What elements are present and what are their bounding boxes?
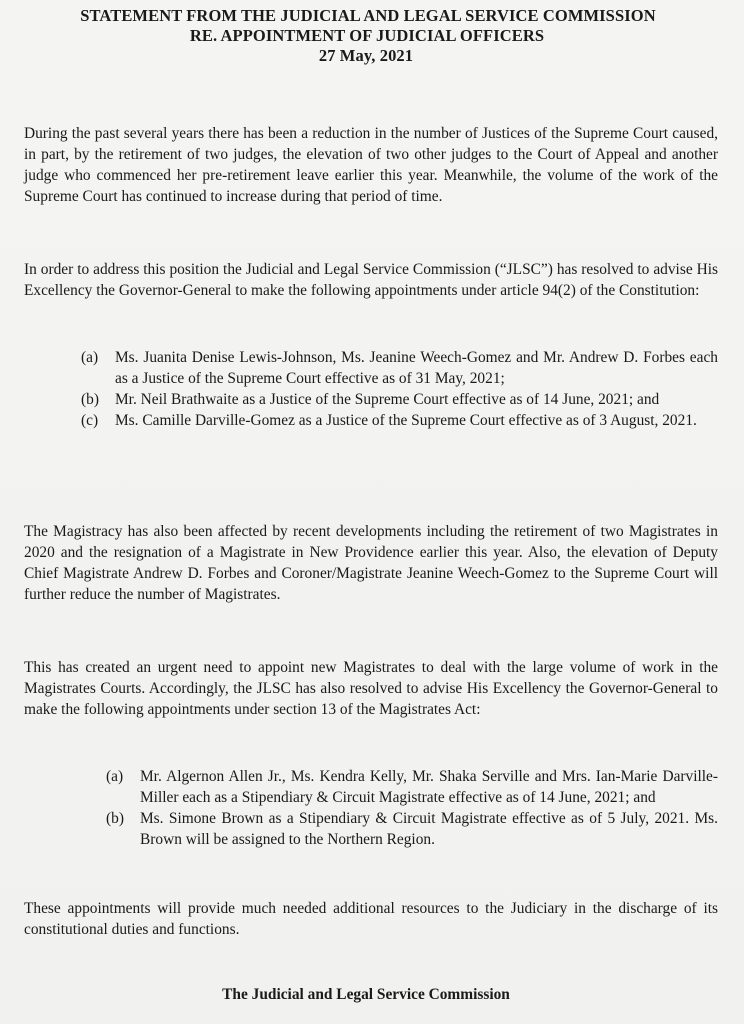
- justice-appointment-item: [81, 347, 718, 389]
- list-marker: (b): [81, 391, 99, 408]
- paragraph-jlsc-resolution: In order to address this position the Judicial and Legal Service Commission (“JLSC”) has resolved to advise His Excellency the Governor-General to make the following appointments under article 94(2) of the Constitution:: [24, 261, 718, 299]
- paragraph-magistracy: The Magistracy has also been affected by recent developments including the retirement of two Magistrates in 2020 and the resignation of a Magistrate in New Providence earlier this year. Also, the elevation of Deputy Chief Magistrate Andrew D. Forbes and Coroner/Magistrate Jeanine Weech-Gomez to the Supreme Court will further reduce the number of Magistrates.: [24, 523, 718, 603]
- list-marker: (a): [106, 768, 124, 785]
- justice-appointment-item: [81, 389, 718, 410]
- paragraph-closing: These appointments will provide much needed additional resources to the Judiciary in the discharge of its constitutional duties and functions.: [24, 900, 718, 938]
- statement-heading: [0, 0, 744, 66]
- justice-appointment-item: [81, 410, 718, 431]
- justice-appointments-list: [81, 347, 718, 431]
- magistrate-appointment-item: [106, 766, 718, 808]
- magistrate-appointments-list: [106, 766, 718, 850]
- heading-title: STATEMENT FROM THE JUDICIAL AND LEGAL SERVICE COMMISSION: [80, 6, 656, 25]
- list-item-text: Ms. Camille Darville-Gomez as a Justice of the Supreme Court effective as of 3 August, 2021.: [115, 412, 697, 429]
- list-item-text: Mr. Algernon Allen Jr., Ms. Kendra Kelly, Mr. Shaka Serville and Mrs. Ian-Marie Darville-Miller each as a Stipendiary & Circuit Magistrate effective as of 14 June, 2021; and: [140, 768, 718, 806]
- list-item-text: Ms. Juanita Denise Lewis-Johnson, Ms. Jeanine Weech-Gomez and Mr. Andrew D. Forbes each as a Justice of the Supreme Court effective as of 31 May, 2021;: [115, 349, 718, 387]
- heading-date: 27 May, 2021: [318, 46, 414, 65]
- list-marker: (c): [81, 412, 99, 429]
- signature-line: The Judicial and Legal Service Commission: [222, 986, 510, 1003]
- list-item-text: Mr. Neil Brathwaite as a Justice of the Supreme Court effective as of 14 June, 2021; and: [115, 391, 660, 408]
- list-item-text: Ms. Simone Brown as a Stipendiary & Circuit Magistrate effective as of 5 July, 2021. Ms. Brown will be assigned to the Northern Region.: [140, 810, 718, 848]
- list-marker: (b): [106, 810, 124, 827]
- magistrate-appointment-item: [106, 808, 718, 850]
- paragraph-justices-reduction: During the past several years there has been a reduction in the number of Justices of the Supreme Court caused, in part, by the retirement of two judges, the elevation of two other judges to the Court of Appeal and another judge who commenced her pre-retirement leave earlier this year. Meanwhile, the volume of the work of the Supreme Court has continued to increase during that period of time.: [24, 125, 718, 205]
- heading-subject: RE. APPOINTMENT OF JUDICIAL OFFICERS: [189, 26, 545, 45]
- paragraph-urgent-need: This has created an urgent need to appoint new Magistrates to deal with the large volume of work in the Magistrates Courts. Accordingly, the JLSC has also resolved to advise His Excellency the Governor-General to make the following appointments under section 13 of the Magistrates Act:: [24, 659, 718, 718]
- list-marker: (a): [81, 349, 99, 366]
